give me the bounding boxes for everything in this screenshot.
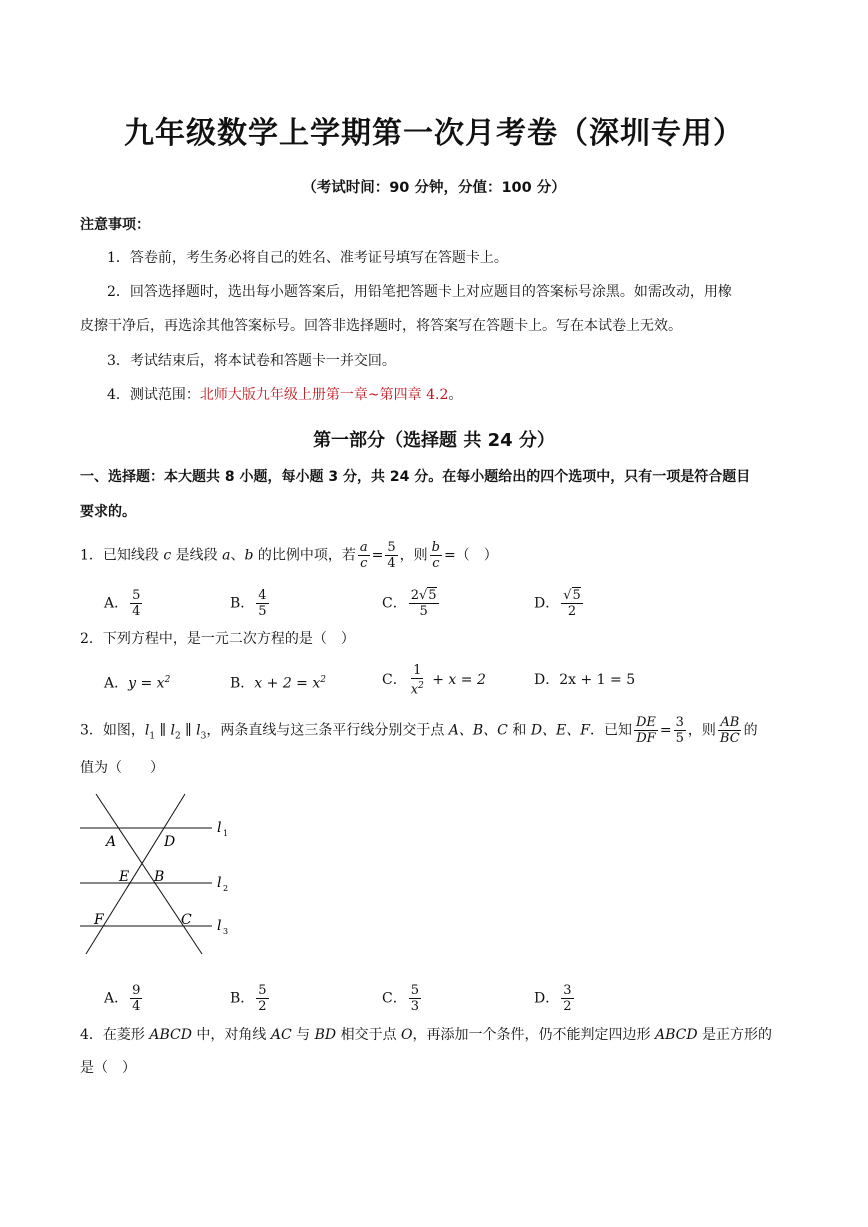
denominator: 2 — [258, 999, 267, 1014]
q1-text: =（ ） — [444, 547, 498, 564]
numerator: b — [431, 540, 440, 555]
parallel-sign: ∥ — [155, 722, 171, 739]
q1-text: 1．已知线段 — [80, 547, 164, 564]
q1-fraction-b-c — [430, 540, 442, 571]
q1-var-c: c — [163, 547, 172, 564]
numerator: 4 — [258, 588, 267, 603]
q4-var: AC — [270, 1027, 292, 1043]
numerator: √5 — [563, 588, 581, 603]
parallel-sign: ∥ — [180, 722, 197, 739]
option-text: x + 2 = x — [254, 675, 321, 692]
transversal-ac — [96, 794, 202, 954]
exam-time-info: （考试时间：90 分钟，分值：100 分） — [302, 180, 566, 196]
q4-text: 相交于点 — [336, 1027, 402, 1043]
option-fraction — [561, 983, 573, 1014]
denominator: 5 — [419, 604, 428, 619]
q3-option-d[interactable] — [534, 983, 576, 1014]
equals: = — [371, 547, 384, 564]
l1-label: l — [217, 820, 222, 836]
q4-var: O — [401, 1027, 413, 1043]
option-fraction — [409, 663, 426, 697]
exponent: 2 — [418, 681, 424, 691]
q1-option-b[interactable] — [230, 588, 271, 619]
point-c-label: C — [181, 912, 192, 928]
denominator: BC — [719, 731, 740, 746]
option-letter: A． — [104, 675, 129, 692]
option-text: y = x — [128, 675, 165, 692]
numerator: AB — [720, 715, 740, 730]
numerator: 3 — [563, 983, 572, 998]
q4-text: 与 — [291, 1027, 315, 1043]
question-4-stem — [80, 1025, 772, 1045]
q1-option-a[interactable] — [104, 588, 144, 619]
subscript: 2 — [175, 731, 181, 742]
option-letter: A． — [104, 595, 129, 612]
page-title: 九年级数学上学期第一次月考卷（深圳专用） — [124, 116, 744, 151]
q3-text: 的 — [743, 722, 758, 739]
radicand: 5 — [428, 588, 437, 603]
coefficient: 2 — [410, 588, 419, 603]
notice-item-4-suffix: 。 — [448, 387, 463, 403]
point-d-label: D — [164, 834, 176, 850]
numerator: 9 — [132, 983, 141, 998]
numerator: 5 — [410, 983, 419, 998]
denominator: 4 — [132, 604, 141, 619]
denominator: 4 — [132, 999, 141, 1014]
numerator: 5 — [132, 588, 141, 603]
q1-text: ，则 — [399, 547, 428, 564]
option-letter: C． — [382, 990, 407, 1007]
q1-option-d[interactable] — [534, 588, 585, 619]
q3-text: ．已知 — [589, 722, 632, 739]
option-letter: B． — [230, 595, 255, 612]
denominator: 5 — [258, 604, 267, 619]
option-letter: A． — [104, 990, 129, 1007]
point-e-label: E — [119, 869, 130, 885]
question-3-stem — [80, 715, 758, 746]
point-b-label: B — [154, 869, 165, 885]
q4-text: 中，对角线 — [191, 1027, 271, 1043]
denominator: 2 — [563, 999, 572, 1014]
option-letter: C． — [382, 595, 407, 612]
q1-var-b: b — [244, 547, 254, 564]
q3-text: 3．如图， — [80, 722, 145, 739]
part1-intro-a: 一、选择题：本大题共 8 小题，每小题 3 分，共 24 分。在每小题给出的四个选项中，只有一项是符合题目 — [80, 469, 751, 485]
numerator: 2√5 — [410, 588, 437, 603]
q1-sep: 、 — [230, 547, 245, 564]
q4-var: BD — [314, 1027, 337, 1043]
numerator: 5 — [387, 540, 396, 555]
q4-var: ABCD — [149, 1027, 192, 1043]
option-fraction — [256, 588, 268, 619]
q1-var-a: a — [222, 547, 231, 564]
denominator: DF — [636, 731, 656, 746]
q3-text: ，两条直线与这三条平行线分别交于点 — [206, 722, 449, 739]
option-letter: D． — [534, 990, 560, 1007]
notice-item-4-prefix: 4．测试范围： — [107, 387, 200, 403]
q3-text: ，则 — [687, 722, 716, 739]
denominator: 2 — [567, 604, 577, 619]
l3-label: l — [217, 918, 222, 934]
q4-text: 是正方形的 — [697, 1027, 773, 1043]
option-fraction — [130, 588, 142, 619]
q3-fraction-ab-bc — [718, 715, 742, 746]
radicand: 5 — [572, 588, 581, 603]
q2-option-c[interactable] — [382, 663, 486, 697]
numerator: DE — [635, 715, 656, 730]
denominator: 4 — [387, 556, 396, 571]
question-4-stem-cont: 是（ ） — [80, 1060, 136, 1076]
option-text: 2x + 1 = 5 — [559, 672, 636, 688]
q4-text: 4．在菱形 — [80, 1027, 150, 1043]
q3-text: 和 — [507, 722, 531, 739]
q2-option-d[interactable] — [534, 670, 635, 690]
option-letter: C． — [382, 672, 407, 689]
q1-text: 的比例中项，若 — [253, 547, 356, 564]
notice-item-2b: 皮擦干净后，再选涂其他答案标号。回答非选择题时，将答案写在答题卡上。写在本试卷上无效。 — [80, 318, 682, 334]
q2-option-a[interactable] — [104, 670, 170, 694]
exponent: 2 — [164, 675, 171, 685]
option-letter: D． — [534, 595, 560, 612]
q4-text: ，再添加一个条件，仍不能判定四边形 — [412, 1027, 655, 1043]
section-heading: 第一部分（选择题 共 24 分） — [313, 430, 555, 451]
test-range: 北师大版九年级上册第一章~第四章 4.2 — [199, 387, 449, 403]
q3-option-b[interactable] — [230, 983, 271, 1014]
point-a-label: A — [106, 834, 117, 850]
q2-option-b[interactable] — [230, 670, 326, 694]
part1-intro-b: 要求的。 — [80, 504, 136, 520]
numerator: 1 — [413, 663, 422, 678]
q3-fraction-3-5 — [674, 715, 686, 746]
notice-heading: 注意事项： — [80, 217, 150, 233]
q3-var: l — [144, 722, 150, 739]
option-fraction — [256, 983, 268, 1014]
option-letter: B． — [230, 675, 255, 692]
numerator: 3 — [675, 715, 684, 730]
point-f-label: F — [94, 912, 104, 928]
option-letter: D． — [534, 672, 560, 688]
denominator — [409, 679, 426, 697]
l1-subscript: 1 — [223, 829, 229, 838]
numerator: a — [359, 540, 368, 555]
l2-subscript: 2 — [223, 884, 229, 893]
subscript: 3 — [200, 731, 207, 742]
denominator: 3 — [410, 999, 419, 1014]
transversal-df — [86, 794, 185, 954]
q3-points: D、E、F — [530, 722, 590, 739]
denominator: 5 — [675, 731, 684, 746]
q3-fraction-de-df — [634, 715, 658, 746]
q1-option-c[interactable] — [382, 588, 441, 619]
q1-text: 是线段 — [171, 547, 223, 564]
q3-option-c[interactable] — [382, 983, 423, 1014]
q1-fraction-a-c — [358, 540, 370, 571]
option-letter: B． — [230, 990, 255, 1007]
q3-var: l — [170, 722, 175, 739]
option-text: + x = 2 — [427, 672, 486, 689]
parallel-lines-figure — [70, 790, 250, 960]
q4-var: ABCD — [654, 1027, 698, 1043]
option-fraction — [130, 983, 142, 1014]
option-fraction — [409, 983, 421, 1014]
notice-item-4 — [107, 385, 462, 405]
denominator: c — [432, 556, 440, 571]
denominator-base: x — [410, 682, 419, 698]
l3-subscript: 3 — [223, 927, 229, 936]
numerator: 5 — [258, 983, 267, 998]
subscript: 1 — [149, 731, 156, 742]
q3-points: A、B、C — [448, 722, 508, 739]
question-2-stem: 2．下列方程中，是一元二次方程的是（ ） — [80, 631, 355, 647]
notice-item-1: 1．答卷前，考生务必将自己的姓名、准考证号填写在答题卡上。 — [107, 250, 508, 266]
l2-label: l — [217, 875, 222, 891]
exponent: 2 — [320, 675, 326, 685]
q1-fraction-5-4 — [385, 540, 397, 571]
question-1-stem — [80, 540, 498, 571]
option-fraction — [561, 588, 583, 619]
q3-option-a[interactable] — [104, 983, 144, 1014]
notice-item-2a: 2．回答选择题时，选出每小题答案后，用铅笔把答题卡上对应题目的答案标号涂黑。如需改动，用橡 — [107, 284, 732, 300]
q3-var: l — [196, 722, 201, 739]
denominator: c — [360, 556, 368, 571]
notice-item-3: 3．考试结束后，将本试卷和答题卡一并交回。 — [107, 353, 396, 369]
question-3-stem-cont: 值为（ ） — [80, 760, 164, 776]
option-fraction — [409, 588, 439, 619]
equals: = — [659, 722, 672, 739]
